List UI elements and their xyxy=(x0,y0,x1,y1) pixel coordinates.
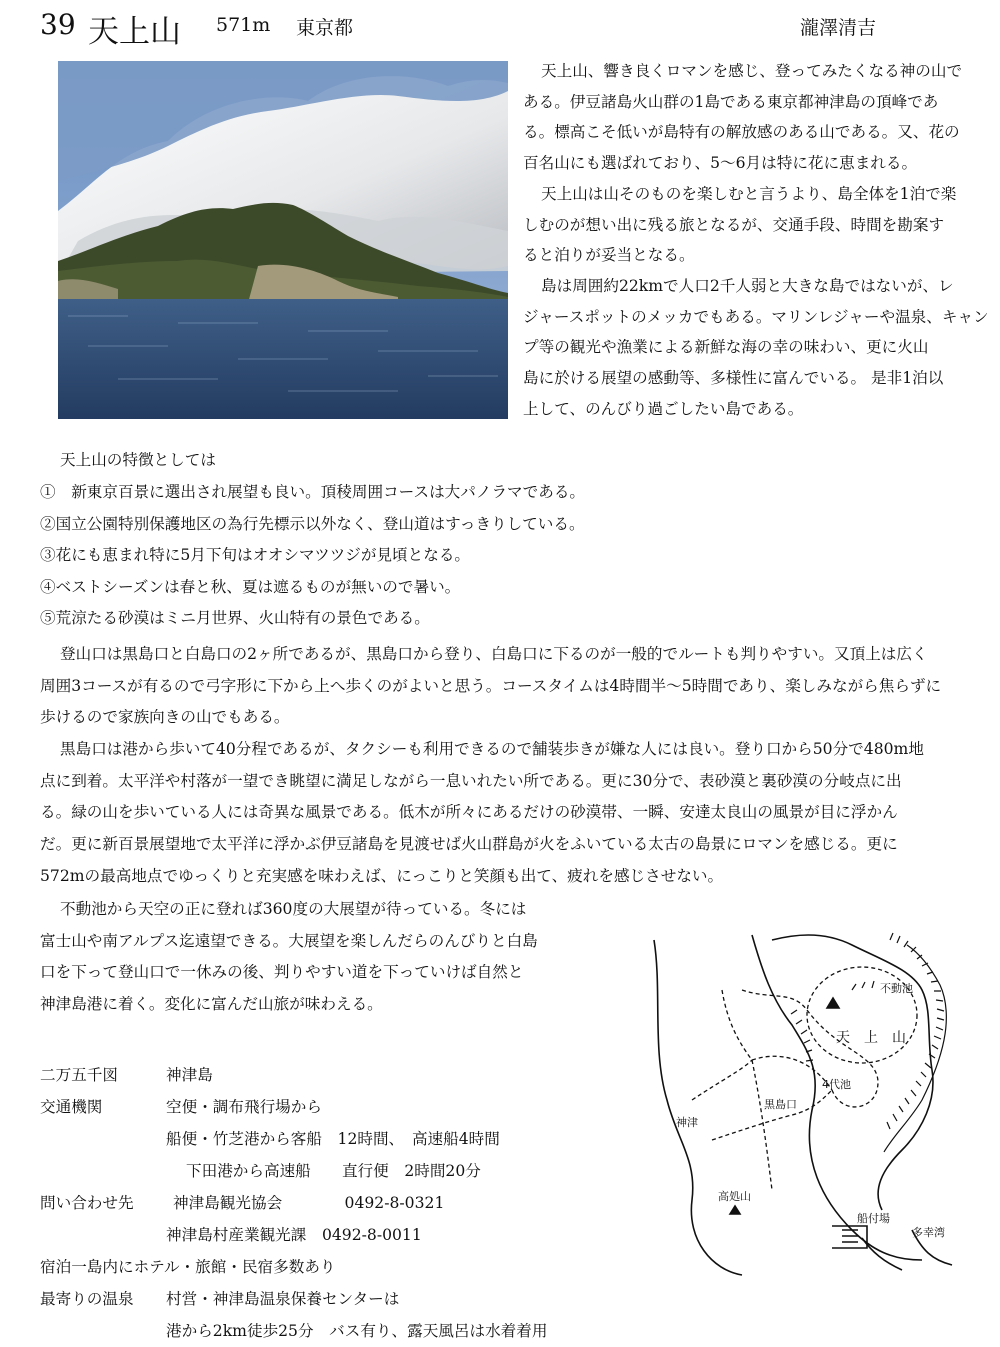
info-label: 宿泊一島内にホテル・旅館・民宿多数あり xyxy=(40,1258,336,1276)
coastline xyxy=(654,940,742,1275)
info-value: 神津島 xyxy=(166,1066,213,1084)
map-label-fudo: 不動池 xyxy=(880,982,913,995)
feature-item: ④ベストシーズンは春と秋、夏は遮るものが無いので暑い。 xyxy=(40,577,461,596)
map-label-kuroshima: 黒島口 xyxy=(764,1098,797,1111)
map-label-summit: 天 上 山 xyxy=(836,1030,906,1046)
feature-item: ②国立公園特別保護地区の為行先標示以外なく、登山道はすっきりしている。 xyxy=(40,514,585,533)
mountain-title: 天上山 xyxy=(88,14,181,50)
intro-line: 天上山は山そのものを楽しむと言うより、島全体を1泊で楽 xyxy=(541,184,957,203)
mountain-photo xyxy=(58,61,508,419)
body-line: 点に到着。太平洋や村落が一望でき眺望に満足しながら一息いれたい所である。更に30分で、表砂漠と裏砂漠の分岐点に出 xyxy=(40,772,902,790)
intro-line: ると泊りが妥当となる。 xyxy=(523,246,695,265)
info-value: 空便・調布飛行場から xyxy=(166,1098,322,1116)
intro-line: プ等の観光や漁業による新鮮な海の幸の味わい、更に火山 xyxy=(523,338,929,357)
info-label: 交通機関 xyxy=(40,1098,103,1116)
map-label-pier: 船付場 xyxy=(857,1212,890,1225)
body-line: 黒島口は港から歩いて40分程であるが、タクシーも利用できるので舗装歩きが嫌な人には良い。登り口から50分で480m地 xyxy=(60,740,924,758)
prefecture: 東京都 xyxy=(296,17,354,39)
info-value: 神津島観光協会 0492-8-0321 xyxy=(173,1194,445,1212)
info-label: 問い合わせ先 xyxy=(40,1194,134,1212)
intro-line: ある。伊豆諸島火山群の1島である東京都神津島の頂峰であ xyxy=(523,92,939,111)
map-label-tako: 多幸湾 xyxy=(912,1226,945,1239)
features-heading: 天上山の特徴としては xyxy=(60,451,216,469)
body-line: 周囲3コースが有るので弓字形に下から上へ歩くのがよいと思う。コースタイムは4時間半〜5時間であり、楽しみながら焦らずに xyxy=(40,677,942,695)
page-number: 39 xyxy=(40,8,76,41)
intro-line: しむのが想い出に残る旅となるが、交通手段、時間を勘案す xyxy=(523,215,945,234)
info-value: 港から2km徒歩25分 バス有り、露天風呂は水着着用 xyxy=(166,1322,548,1340)
feature-item: ⑤荒涼たる砂漠はミニ月世界、火山特有の景色である。 xyxy=(40,609,430,627)
body-line: 富士山や南アルプス迄遠望できる。大展望を楽しんだらのんびりと白島 xyxy=(40,932,538,950)
body-line: 登山口は黒島口と白島口の2ヶ所であるが、黒島口から登り、白島口に下るのが一般的でルートも判りやすい。又頂上は広く xyxy=(60,645,928,663)
body-line: 歩けるので家族向きの山でもある。 xyxy=(40,708,290,726)
intro-line: 上して、のんびり過ごしたい島である。 xyxy=(523,399,804,418)
intro-line: 島に於ける展望の感動等、多様性に富んでいる。 是非1泊以 xyxy=(523,369,944,387)
info-value: 船便・竹芝港から客船 12時間、 高速船4時間 xyxy=(166,1130,500,1148)
elevation: 571m xyxy=(216,14,271,36)
info-value: 村営・神津島温泉保養センターは xyxy=(166,1290,400,1308)
intro-line: 天上山、響き良くロマンを感じ、登ってみたくなる神の山で xyxy=(541,62,963,80)
feature-item: ③花にも恵まれ特に5月下旬はオオシマツツジが見頃となる。 xyxy=(40,546,471,564)
map-label-yondai: 4代池 xyxy=(822,1078,851,1091)
body-line: 不動池から天空の正に登れば360度の大展望が待っている。冬には xyxy=(60,900,527,918)
info-label: 最寄りの温泉 xyxy=(40,1290,134,1308)
intro-line: ジャースポットのメッカでもある。マリンレジャーや温泉、キャン xyxy=(523,307,989,326)
body-line: 572mの最高地点でゆっくりと充実感を味わえば、にっこりと笑顔も出て、疲れを感じさせない。 xyxy=(40,867,724,885)
body-line: 神津島港に着く。変化に富んだ山旅が味わえる。 xyxy=(40,995,383,1013)
info-label: 二万五千図 xyxy=(40,1066,118,1084)
map-label-kozu: 神津 xyxy=(676,1116,698,1129)
route-map xyxy=(622,930,978,1280)
body-line: だ。更に新百景展望地で太平洋に浮かぶ伊豆諸島を見渡せば火山群島が火をふいている太古の島景にロマンを感じる。更に xyxy=(40,835,898,853)
author: 瀧澤清吉 xyxy=(800,17,877,39)
body-line: 口を下って登山口で一休みの後、判りやすい道を下っていけば自然と xyxy=(40,963,524,981)
feature-item: ① 新東京百景に選出され展望も良い。頂稜周囲コースは大パノラマである。 xyxy=(40,483,586,501)
map-label-takodo: 高処山 xyxy=(718,1190,751,1203)
intro-line: 島は周囲約22kmで人口2千人弱と大きな島ではないが、レ xyxy=(541,276,954,295)
info-value: 神津島村産業観光課 0492-8-0011 xyxy=(166,1226,422,1244)
info-value: 下田港から高速船 直行便 2時間20分 xyxy=(186,1162,481,1180)
intro-line: る。標高こそ低いが島特有の解放感のある山である。又、花の xyxy=(523,123,960,142)
intro-line: 百名山にも選ばれており、5〜6月は特に花に恵まれる。 xyxy=(523,154,918,173)
body-line: る。緑の山を歩いている人には奇異な風景である。低木が所々にあるだけの砂漠帯、一瞬、安達太良山の風景が目に浮かん xyxy=(40,803,898,821)
